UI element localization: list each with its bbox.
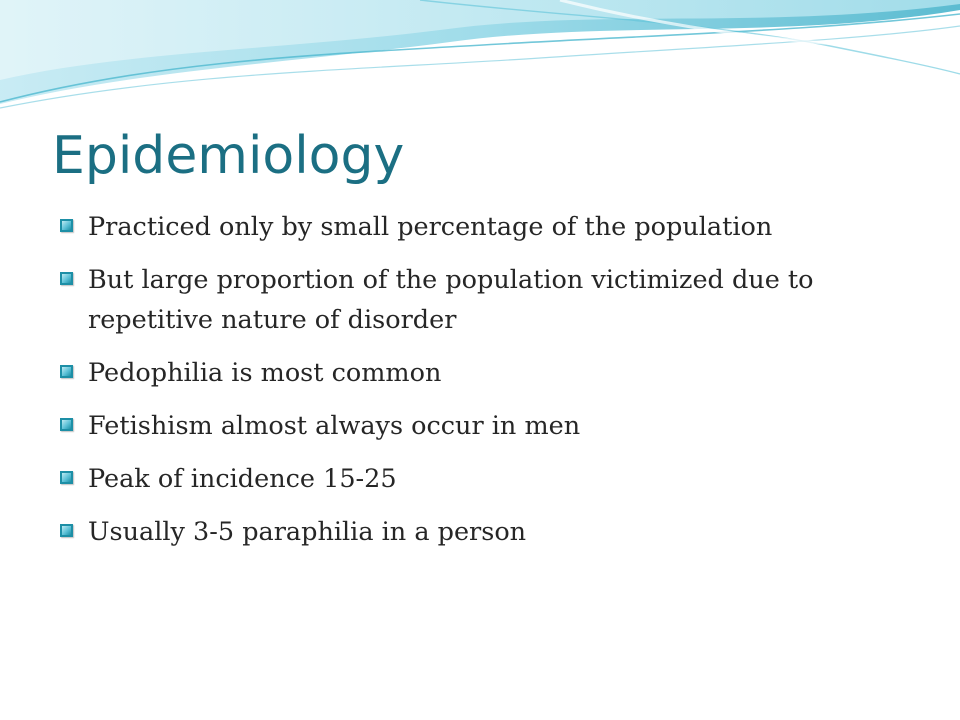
wave-banner xyxy=(0,0,960,130)
square-bullet-icon xyxy=(60,418,73,431)
bullet-item xyxy=(60,207,920,247)
bullet-text: Pedophilia is most common xyxy=(88,358,442,388)
square-bullet-icon xyxy=(60,272,73,285)
square-bullet-icon xyxy=(60,471,73,484)
bullet-text: But large proportion of the population victimized due to repetitive nature of disorder xyxy=(88,265,814,335)
square-bullet-icon xyxy=(60,524,73,537)
bullet-item xyxy=(60,406,920,446)
bullet-item xyxy=(60,512,920,552)
square-bullet-icon xyxy=(60,219,73,232)
slide-title: Epidemiology xyxy=(52,126,405,186)
bullet-text: Usually 3-5 paraphilia in a person xyxy=(88,517,527,547)
bullet-text: Practiced only by small percentage of the population xyxy=(88,212,773,242)
bullet-text: Peak of incidence 15-25 xyxy=(88,464,397,494)
bullet-item xyxy=(60,353,920,393)
bullet-item xyxy=(60,260,920,340)
square-bullet-icon xyxy=(60,365,73,378)
bullet-list xyxy=(60,207,920,565)
bullet-item xyxy=(60,459,920,499)
bullet-text: Fetishism almost always occur in men xyxy=(88,411,581,441)
